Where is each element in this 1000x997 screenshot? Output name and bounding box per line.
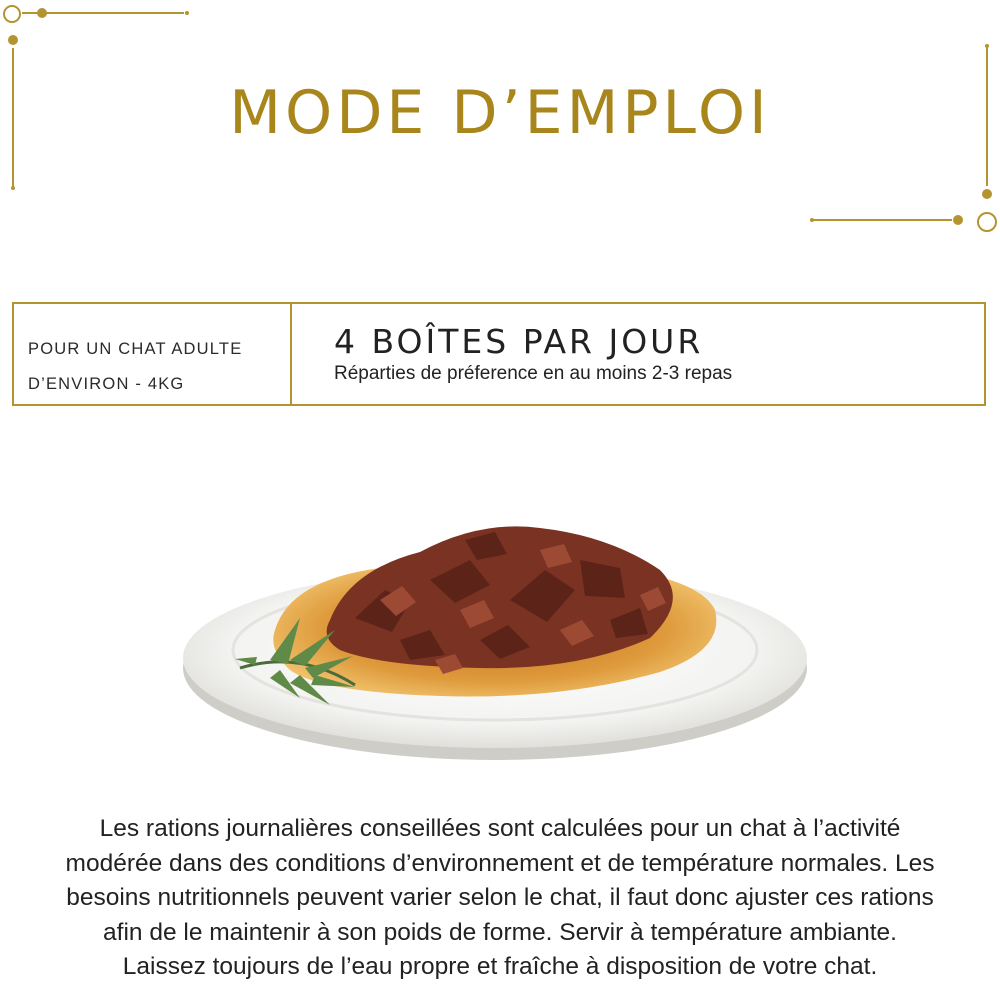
page-title: MODE D’EMPLOI xyxy=(229,78,771,148)
dosage-amount-cell xyxy=(292,304,732,404)
plate-of-cat-food-icon xyxy=(180,500,820,770)
dosage-detail: Réparties de préference en au moins 2-3 repas xyxy=(334,363,733,384)
dosage-target-cell xyxy=(14,304,292,404)
dosage-target-line-2: D’ENVIRON - 4KG xyxy=(28,375,185,393)
dosage-amount: 4 BOÎTES PAR JOUR xyxy=(334,322,704,361)
feeding-instructions-text: Les rations journalières conseillées sont calculées pour un chat à l’activité modérée dans des conditions d’environnement et de température normales. Les besoins nutritionnels peuvent varier selon le chat, il faut donc ajuster ces rations afin de le maintenir à son poids de forme. Servir à température ambiante. Laissez toujours de l’eau propre et fraîche à disposition de votre chat. xyxy=(65,815,935,980)
dosage-target-line-1: POUR UN CHAT ADULTE xyxy=(28,340,243,358)
dosage-table xyxy=(12,302,986,406)
